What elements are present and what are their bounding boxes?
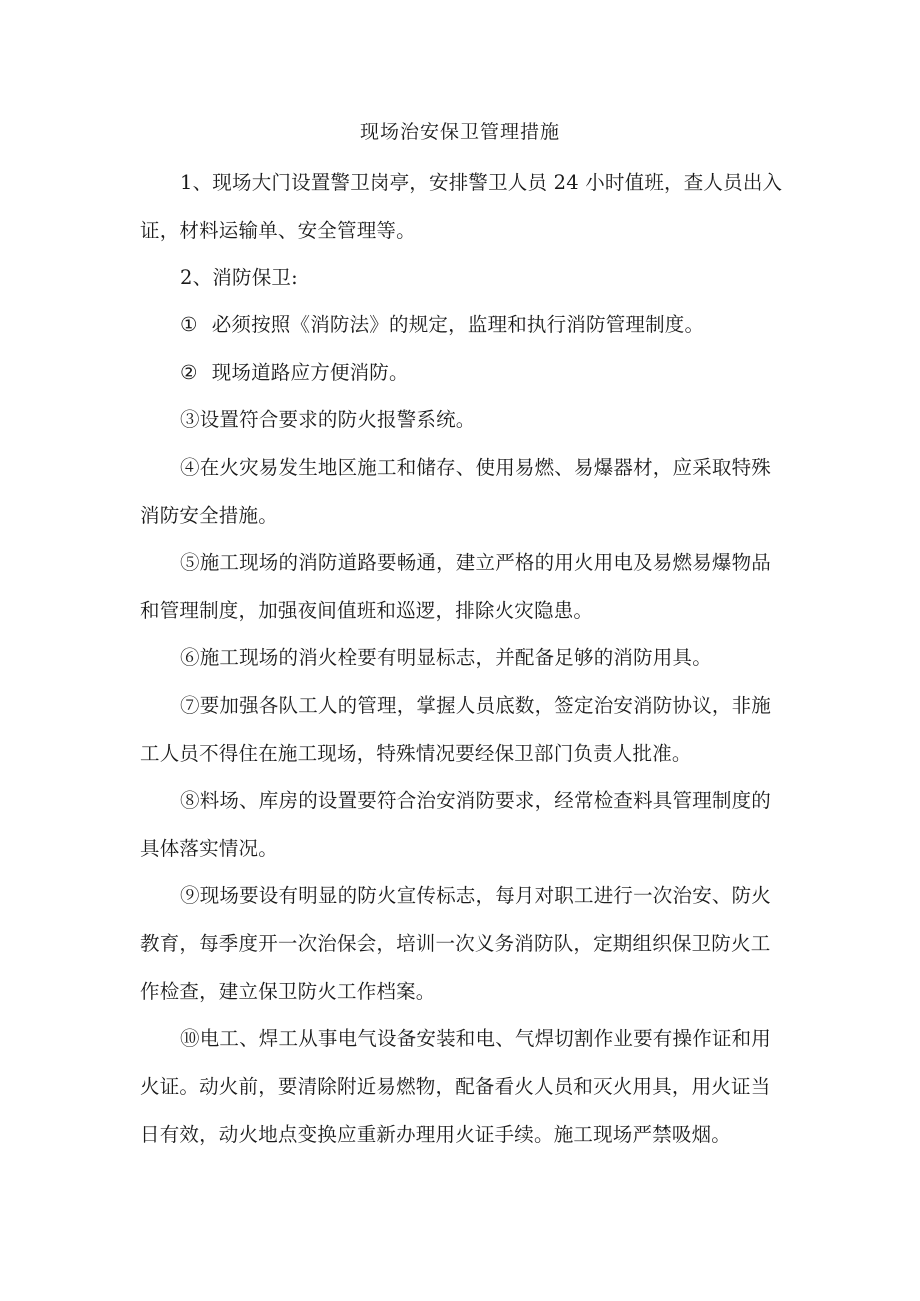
- paragraph-line: ④在火灾易发生地区施工和储存、使用易燃、易爆器材，应采取特殊: [180, 456, 772, 479]
- paragraph-line: [140, 311, 784, 339]
- paragraph-1: [140, 169, 784, 245]
- paragraph-12: [140, 1025, 784, 1149]
- document-title: 现场治安保卫管理措施: [359, 121, 560, 143]
- paragraph-line: 日有效，动火地点变换应重新办理用火证手续。施工现场严禁吸烟。: [140, 1123, 732, 1146]
- paragraph-line: 2、消防保卫:: [180, 266, 298, 289]
- item-marker: ②: [180, 361, 198, 384]
- paragraph-line: 火证。动火前，要清除附近易燃物，配备看火人员和灭火用具，用火证当: [140, 1075, 771, 1098]
- paragraph-line: 作检查，建立保卫防火工作档案。: [140, 980, 436, 1003]
- paragraph-line: 1、现场大门设置警卫岗亭，安排警卫人员 24 小时值班，查人员出入: [180, 171, 783, 194]
- paragraph-line: 具体落实情况。: [140, 837, 278, 860]
- paragraph-6: [140, 454, 784, 530]
- paragraph-11: [140, 882, 784, 1006]
- paragraph-line: 证，材料运输单、安全管理等。: [140, 219, 416, 242]
- paragraph-5: [140, 406, 784, 434]
- paragraph-9: [140, 692, 784, 768]
- paragraph-line: ⑩电工、焊工从事电气设备安装和电、气焊切割作业要有操作证和用: [180, 1027, 772, 1050]
- paragraph-4: [140, 359, 784, 387]
- item-marker: ①: [180, 313, 198, 336]
- paragraph-2: [140, 264, 784, 292]
- paragraph-line: ⑧料场、库房的设置要符合治安消防要求，经常检查料具管理制度的: [180, 789, 772, 812]
- paragraph-line: ⑥施工现场的消火栓要有明显标志，并配备足够的消防用具。: [180, 646, 712, 669]
- paragraph-10: [140, 787, 784, 863]
- paragraph-7: [140, 549, 784, 625]
- paragraph-line: [140, 359, 784, 387]
- item-text: 必须按照《消防法》的规定，监理和执行消防管理制度。: [211, 313, 705, 336]
- item-text: 现场道路应方便消防。: [211, 361, 409, 384]
- paragraph-line: 和管理制度，加强夜间值班和巡逻，排除火灾隐患。: [140, 599, 594, 622]
- paragraph-line: 工人员不得住在施工现场，特殊情况要经保卫部门负责人批准。: [140, 742, 692, 765]
- paragraph-line: ③设置符合要求的防火报警系统。: [180, 408, 476, 431]
- paragraph-3: [140, 311, 784, 339]
- paragraph-line: 教育，每季度开一次治保会，培训一次义务消防队，定期组织保卫防火工: [140, 932, 771, 955]
- paragraph-line: 消防安全措施。: [140, 504, 278, 527]
- paragraph-line: ⑨现场要设有明显的防火宣传标志，每月对职工进行一次治安、防火: [180, 884, 772, 907]
- paragraph-line: ⑦要加强各队工人的管理，掌握人员底数，签定治安消防协议，非施: [180, 694, 772, 717]
- paragraph-8: [140, 644, 784, 672]
- paragraph-line: ⑤施工现场的消防道路要畅通，建立严格的用火用电及易燃易爆物品: [180, 551, 772, 574]
